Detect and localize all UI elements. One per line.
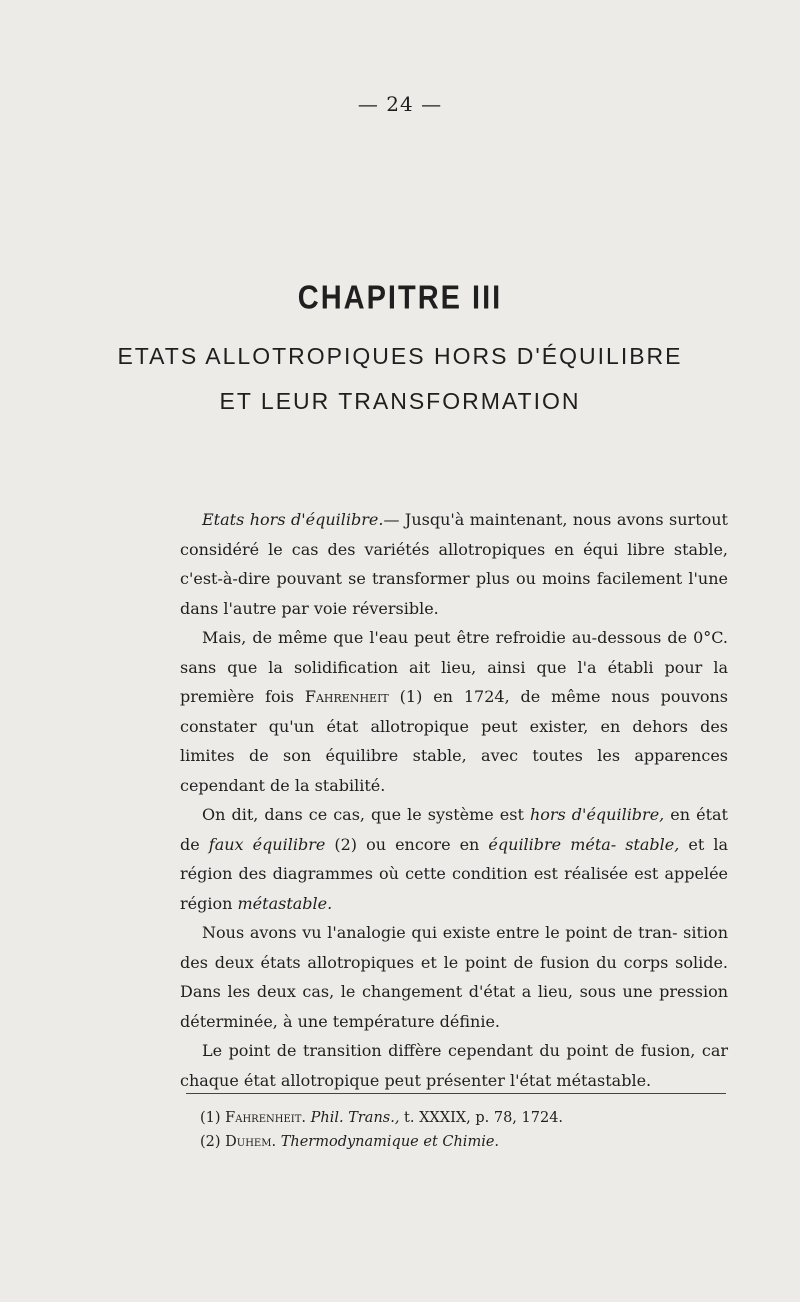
term-metastable: métastable. [237, 893, 333, 913]
term-faux-equilibre: faux équilibre [208, 834, 326, 854]
paragraph-3-text-a: On dit, dans ce cas, que le système est [202, 805, 530, 824]
paragraph-2 [180, 623, 728, 800]
footnote-reference: t. XXXIX, p. 78, 1724. [399, 1110, 564, 1126]
paragraph-3-text-b: en état de [180, 805, 728, 854]
paragraph-4: Nous avons vu l'analogie qui existe entre le point de tran- sition des deux états allotropiques et le point de fusion du corps solide. Dans les deux cas, le changement d'état a lieu, sous une pression déterminée, à une température définie. [180, 923, 728, 1031]
footnote-2 [200, 1130, 740, 1154]
chapter-subtitle-line-1: ETATS ALLOTROPIQUES HORS D'ÉQUILIBRE [117, 343, 683, 369]
author-name: Fahrenheit [304, 687, 389, 706]
term-equilibre-metastable: équilibre méta- stable, [488, 834, 680, 854]
paragraph-3-text-c: (2) ou encore en [325, 834, 489, 854]
paragraph-3 [180, 800, 728, 918]
footnote-work: Thermodynamique et Chimie. [280, 1134, 500, 1150]
footnote-number: (1) [200, 1110, 221, 1126]
paragraph-2-text-a: Mais, de même que l'eau peut être refroidie au-dessous de 0°C. sans que la solidification ait lieu, ainsi que l'a établi pour la première fois [180, 628, 728, 706]
body-text [180, 505, 728, 1095]
paragraph-2-text-b: (1) en 1724, de même nous pouvons constater qu'un état allotropique peut exister, en dehors des limites de son équilibre stable, avec toutes les apparences cependant de la stabilité. [180, 687, 729, 795]
footnotes [200, 1106, 740, 1154]
chapter-subtitle-line-2: ET LEUR TRANSFORMATION [219, 388, 581, 414]
footnote-author: Fahrenheit. [225, 1110, 306, 1126]
paragraph-3-text-d: et la région des diagrammes où cette condition est réalisée est appelée région [180, 834, 729, 913]
chapter-title: CHAPITRE III [297, 279, 503, 317]
footnote-work: Phil. Trans., [310, 1110, 400, 1126]
footnote-number: (2) [200, 1134, 221, 1150]
paragraph-1-text: — Jusqu'à maintenant, nous avons surtout considéré le cas des variétés allotropiques en équi libre stable, c'est-à-dire pouvant se transformer plus ou moins facilement l'une dans l'autre par voie réversible. [180, 510, 728, 618]
footnote-divider [186, 1093, 726, 1094]
footnote-1 [200, 1106, 740, 1130]
footnote-author: Duhem. [225, 1134, 277, 1150]
paragraph-5: Le point de transition diffère cependant du point de fusion, car chaque état allotropique peut présenter l'état métastable. [180, 1041, 728, 1090]
section-lead: Etats hors d'équilibre. [202, 510, 384, 529]
term-hors-equilibre: hors d'équilibre, [529, 805, 665, 824]
paragraph-1 [180, 505, 728, 623]
page-number: — 24 — [357, 92, 443, 116]
